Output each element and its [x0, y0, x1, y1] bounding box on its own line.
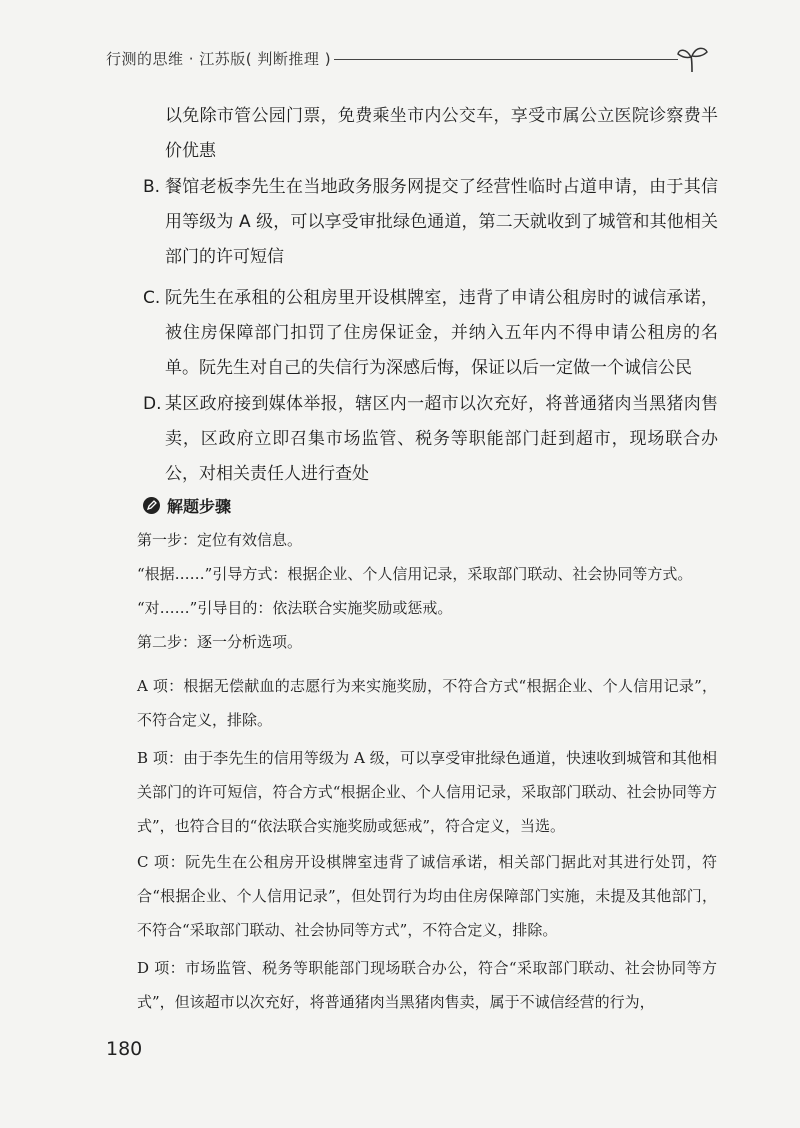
analysis-c: C 项：阮先生在公租房开设棋牌室违背了诚信承诺，相关部门据此对其进行处罚，符合“根据企业、个人信用记录”，但处罚行为均由住房保障部门实施，未提及其他部门，不符合“采取部门联动、社会协同等方式”，不符合定义，排除。 [137, 853, 717, 939]
step-two: 第二步：逐一分析选项。 [137, 633, 303, 651]
step-one: 第一步：定位有效信息。 [137, 531, 303, 549]
guide-method: “根据……”引导方式：根据企业、个人信用记录，采取部门联动、社会协同等方式。 [137, 565, 693, 583]
solution-heading-text: 解题步骤 [167, 496, 232, 516]
header-rule [334, 59, 678, 60]
pencil-badge-icon [143, 497, 160, 514]
book-title: 行测的思维 · 江苏版( 判断推理 ) [106, 50, 332, 68]
option-label: C. [143, 288, 161, 308]
page-number: 180 [106, 1038, 143, 1060]
analysis-d: D 项：市场监管、税务等职能部门现场联合办公，符合“采取部门联动、社会协同等方式”，但该超市以次充好，将普通猪肉当黑猪肉售卖，属于不诚信经营的行为， [137, 959, 717, 1011]
sprout-icon [676, 44, 710, 74]
option-text: 餐馆老板李先生在当地政务服务网提交了经营性临时占道申请，由于其信用等级为 A 级，可以享受审批绿色通道，第二天就收到了城管和其他相关部门的许可短信 [165, 177, 718, 267]
running-header [106, 44, 706, 74]
option-b [143, 170, 718, 275]
solution-heading [143, 492, 231, 518]
analysis-b: B 项：由于李先生的信用等级为 A 级，可以享受审批绿色通道，快速收到城管和其他相关部门的许可短信，符合方式“根据企业、个人信用记录，采取部门联动、社会协同等方式”，也符合目的“依法联合实施奖励或惩戒”，符合定义，当选。 [137, 749, 717, 835]
option-text: 某区政府接到媒体举报，辖区内一超市以次充好，将普通猪肉当黑猪肉售卖，区政府立即召集市场监管、税务等职能部门赶到超市，现场联合办公，对相关责任人进行查处 [165, 394, 718, 484]
guide-purpose: “对……”引导目的：依法联合实施奖励或惩戒。 [137, 599, 453, 617]
option-label: D. [143, 394, 162, 414]
option-text: 阮先生在承租的公租房里开设棋牌室，违背了申请公租房时的诚信承诺，被住房保障部门扣罚了住房保证金，并纳入五年内不得申请公租房的名单。阮先生对自己的失信行为深感后悔，保证以后一定做一个诚信公民 [165, 288, 718, 378]
option-d [143, 387, 718, 492]
option-c [143, 281, 718, 386]
analysis-a: A 项：根据无偿献血的志愿行为来实施奖励，不符合方式“根据企业、个人信用记录”，不符合定义，排除。 [137, 677, 717, 729]
option-a-continuation: 以免除市管公园门票，免费乘坐市内公交车，享受市属公立医院诊察费半价优惠 [165, 106, 718, 161]
option-label: B. [143, 177, 161, 197]
